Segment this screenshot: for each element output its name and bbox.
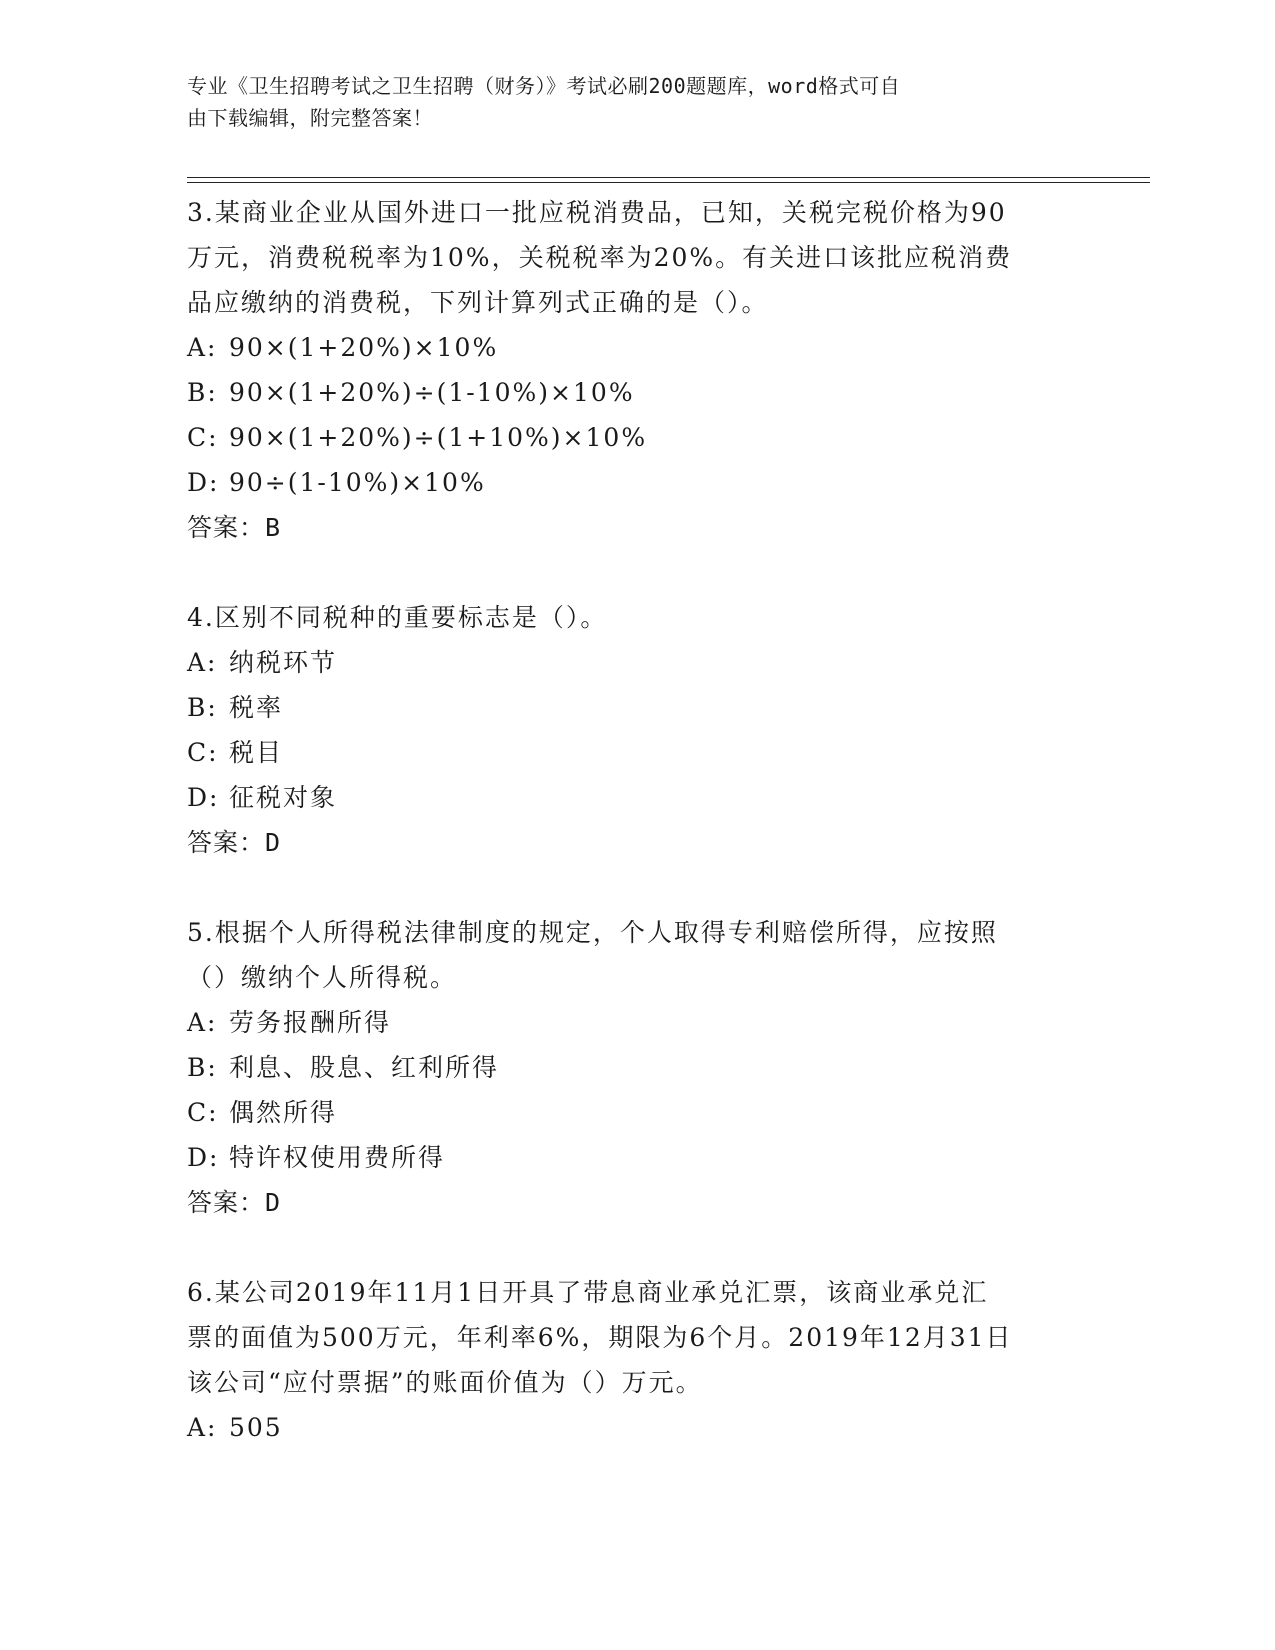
option-d bbox=[187, 460, 1087, 505]
header-divider-bottom bbox=[187, 182, 1150, 183]
question-line: 4.区别不同税种的重要标志是（）。 bbox=[187, 603, 608, 632]
question-line: 该公司“应付票据”的账面价值为（）万元。 bbox=[187, 1368, 703, 1397]
answer-line: 答案：B bbox=[187, 513, 282, 542]
header-divider-top bbox=[187, 177, 1150, 178]
question-line: 6.某公司2019年11月1日开具了带息商业承兑汇票，该商业承兑汇 bbox=[187, 1278, 989, 1307]
answer-line: 答案：D bbox=[187, 1188, 282, 1217]
question-block bbox=[187, 595, 1087, 865]
option-label: A: bbox=[187, 648, 218, 677]
question-line: 5.根据个人所得税法律制度的规定，个人取得专利赔偿所得，应按照 bbox=[187, 918, 998, 947]
option-b bbox=[187, 1045, 1087, 1090]
question-line: （）缴纳个人所得税。 bbox=[187, 963, 458, 992]
option-d bbox=[187, 775, 1087, 820]
option-text: 505 bbox=[229, 1413, 283, 1442]
question-block bbox=[187, 910, 1087, 1225]
document-header bbox=[187, 70, 1067, 134]
option-text: 税目 bbox=[229, 738, 284, 767]
header-line-2: 由下载编辑，附完整答案！ bbox=[187, 106, 433, 130]
option-text: 劳务报酬所得 bbox=[229, 1008, 392, 1037]
question-line: 票的面值为500万元，年利率6%，期限为6个月。2019年12月31日 bbox=[187, 1323, 1013, 1352]
option-b bbox=[187, 370, 1087, 415]
option-c bbox=[187, 415, 1087, 460]
question-block bbox=[187, 190, 1087, 550]
question-block bbox=[187, 1270, 1087, 1450]
option-label: C: bbox=[187, 738, 219, 767]
option-c bbox=[187, 730, 1087, 775]
option-a bbox=[187, 1000, 1087, 1045]
option-label: B: bbox=[187, 378, 218, 407]
answer-line: 答案：D bbox=[187, 828, 282, 857]
header-line-1: 专业《卫生招聘考试之卫生招聘（财务）》考试必刷200题题库，word格式可自 bbox=[187, 74, 901, 98]
question-line: 品应缴纳的消费税，下列计算列式正确的是（）。 bbox=[187, 288, 769, 317]
option-b bbox=[187, 685, 1087, 730]
option-label: B: bbox=[187, 1053, 218, 1082]
option-text: 90×(1+20%)×10% bbox=[229, 333, 499, 362]
option-label: A: bbox=[187, 1008, 218, 1037]
option-c bbox=[187, 1090, 1087, 1135]
option-text: 90×(1+20%)÷(1+10%)×10% bbox=[229, 423, 648, 452]
option-a bbox=[187, 640, 1087, 685]
option-label: B: bbox=[187, 693, 218, 722]
option-label: C: bbox=[187, 1098, 219, 1127]
option-d bbox=[187, 1135, 1087, 1180]
question-line: 3.某商业企业从国外进口一批应税消费品，已知，关税完税价格为90 bbox=[187, 198, 1007, 227]
option-a bbox=[187, 325, 1087, 370]
option-a bbox=[187, 1405, 1087, 1450]
option-text: 90×(1+20%)÷(1-10%)×10% bbox=[229, 378, 635, 407]
option-label: D: bbox=[187, 468, 220, 497]
option-text: 纳税环节 bbox=[229, 648, 338, 677]
option-label: A: bbox=[187, 333, 218, 362]
option-label: C: bbox=[187, 423, 219, 452]
option-text: 征税对象 bbox=[229, 783, 338, 812]
question-line: 万元，消费税税率为10%，关税税率为20%。有关进口该批应税消费 bbox=[187, 243, 1013, 272]
option-text: 90÷(1-10%)×10% bbox=[229, 468, 486, 497]
option-text: 特许权使用费所得 bbox=[229, 1143, 446, 1172]
option-text: 税率 bbox=[229, 693, 284, 722]
question-list bbox=[187, 190, 1087, 1450]
option-text: 利息、股息、红利所得 bbox=[229, 1053, 500, 1082]
option-label: D: bbox=[187, 783, 220, 812]
option-text: 偶然所得 bbox=[229, 1098, 338, 1127]
option-label: D: bbox=[187, 1143, 220, 1172]
option-label: A: bbox=[187, 1413, 218, 1442]
